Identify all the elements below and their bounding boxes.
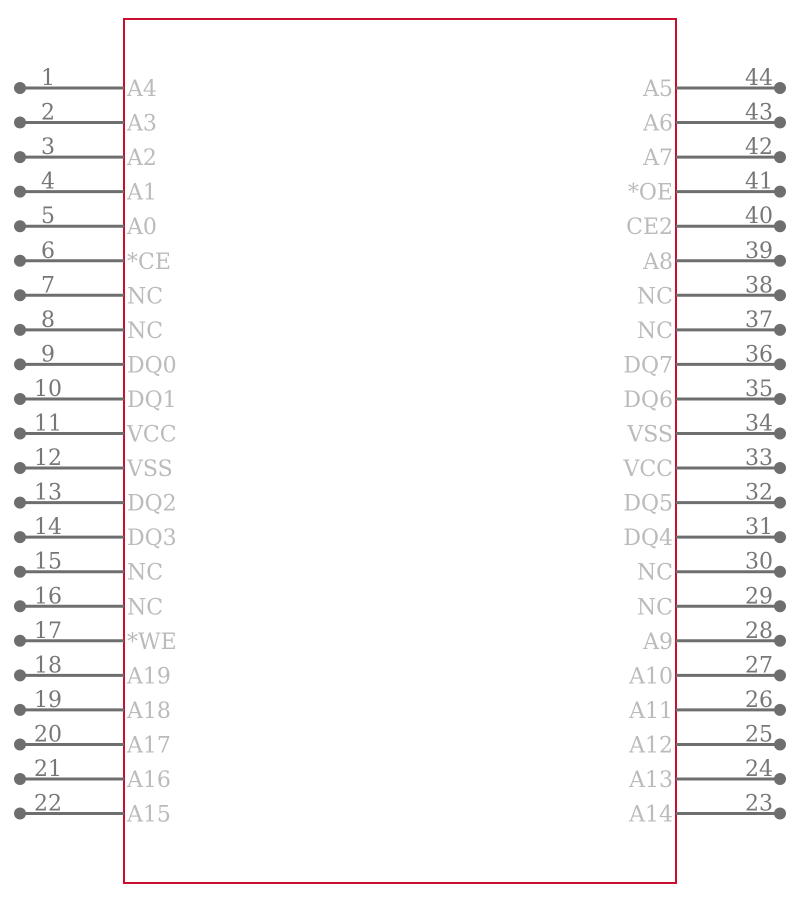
- pin-number-27: 27: [745, 653, 773, 679]
- pin-name-13: DQ2: [127, 491, 177, 517]
- pin-name-8: NC: [127, 318, 164, 344]
- pin-name-28: A9: [643, 629, 673, 655]
- pin-number-33: 33: [745, 446, 773, 472]
- pin-number-16: 16: [34, 584, 62, 610]
- pin-terminal-10: [14, 393, 26, 405]
- pin-number-20: 20: [34, 722, 62, 748]
- pin-terminal-39: [774, 255, 786, 267]
- pin-number-10: 10: [34, 376, 62, 402]
- pin-name-6: *CE: [127, 249, 171, 275]
- pin-name-11: VCC: [127, 422, 177, 448]
- pin-name-38: NC: [636, 284, 673, 310]
- pin-terminal-21: [14, 773, 26, 785]
- pin-terminal-13: [14, 497, 26, 509]
- pin-terminal-28: [774, 635, 786, 647]
- pin-number-25: 25: [745, 722, 773, 748]
- pin-number-29: 29: [745, 584, 773, 610]
- pin-name-44: A5: [643, 77, 673, 102]
- pin-number-34: 34: [745, 411, 773, 437]
- pin-terminal-43: [774, 117, 786, 129]
- pin-number-38: 38: [745, 273, 773, 299]
- pin-terminal-30: [774, 566, 786, 578]
- pin-name-29: NC: [636, 595, 673, 621]
- pin-name-9: DQ0: [127, 353, 177, 379]
- pin-terminal-20: [14, 738, 26, 750]
- pin-name-27: A10: [629, 664, 673, 690]
- pin-terminal-6: [14, 255, 26, 267]
- pin-name-21: A16: [127, 768, 171, 793]
- pin-number-35: 35: [745, 376, 773, 402]
- pin-terminal-26: [774, 704, 786, 716]
- pin-name-20: A17: [127, 733, 171, 759]
- pin-number-3: 3: [41, 135, 55, 161]
- pin-name-43: A6: [643, 111, 673, 137]
- pin-number-37: 37: [745, 307, 773, 333]
- pin-terminal-17: [14, 635, 26, 647]
- pin-terminal-27: [774, 669, 786, 681]
- pin-terminal-12: [14, 462, 26, 474]
- pin-terminal-9: [14, 358, 26, 370]
- left-pin-group: [14, 66, 177, 828]
- pin-terminal-23: [774, 808, 786, 820]
- pin-terminal-7: [14, 289, 26, 301]
- pin-name-17: *WE: [127, 629, 177, 655]
- pin-terminal-42: [774, 151, 786, 163]
- pin-name-26: A11: [629, 698, 673, 724]
- pin-number-5: 5: [41, 204, 55, 230]
- pin-name-2: A3: [127, 111, 157, 137]
- pin-number-11: 11: [34, 411, 62, 437]
- pin-name-12: VSS: [127, 457, 173, 483]
- pin-terminal-8: [14, 324, 26, 336]
- pin-number-23: 23: [745, 791, 773, 817]
- pin-number-1: 1: [41, 66, 55, 91]
- pin-name-30: NC: [636, 560, 673, 586]
- ic-body-outline: [124, 19, 676, 883]
- pin-name-41: *OE: [627, 180, 673, 206]
- pin-name-39: A8: [643, 249, 673, 275]
- pin-terminal-40: [774, 220, 786, 232]
- pin-terminal-31: [774, 531, 786, 543]
- pin-name-37: NC: [636, 318, 673, 344]
- pin-terminal-4: [14, 186, 26, 198]
- pin-number-26: 26: [745, 687, 773, 713]
- pin-terminal-22: [14, 808, 26, 820]
- pin-number-28: 28: [745, 618, 773, 644]
- pin-terminal-37: [774, 324, 786, 336]
- pin-number-43: 43: [745, 100, 773, 126]
- pin-number-7: 7: [41, 273, 55, 299]
- pin-number-31: 31: [745, 515, 773, 541]
- pin-number-39: 39: [745, 238, 773, 264]
- pin-name-23: A14: [629, 802, 673, 828]
- pin-name-40: CE2: [626, 215, 673, 241]
- pin-number-18: 18: [34, 653, 62, 679]
- pin-number-13: 13: [34, 480, 62, 506]
- pin-name-1: A4: [127, 77, 157, 102]
- pin-terminal-34: [774, 428, 786, 440]
- pin-terminal-3: [14, 151, 26, 163]
- pin-number-30: 30: [745, 549, 773, 575]
- pin-number-42: 42: [745, 135, 773, 161]
- pin-terminal-14: [14, 531, 26, 543]
- pin-number-2: 2: [41, 100, 55, 126]
- pin-terminal-1: [14, 82, 26, 94]
- pin-terminal-19: [14, 704, 26, 716]
- pin-number-36: 36: [745, 342, 773, 368]
- pin-number-32: 32: [745, 480, 773, 506]
- pin-name-19: A18: [127, 698, 171, 724]
- pin-name-35: DQ6: [623, 387, 673, 413]
- pin-number-4: 4: [41, 169, 55, 195]
- pin-terminal-36: [774, 358, 786, 370]
- pin-name-33: VCC: [623, 457, 673, 483]
- pin-name-4: A1: [127, 180, 157, 206]
- pin-name-25: A12: [629, 733, 673, 759]
- pin-terminal-11: [14, 428, 26, 440]
- pin-number-8: 8: [41, 307, 55, 333]
- pin-number-40: 40: [745, 204, 773, 230]
- pin-name-36: DQ7: [623, 353, 673, 379]
- pin-name-31: DQ4: [623, 526, 673, 552]
- pin-number-21: 21: [34, 757, 62, 782]
- pin-name-24: A13: [629, 768, 673, 793]
- pin-name-32: DQ5: [623, 491, 673, 517]
- pin-terminal-32: [774, 497, 786, 509]
- pin-number-6: 6: [41, 238, 55, 264]
- pin-name-14: DQ3: [127, 526, 177, 552]
- pin-name-18: A19: [127, 664, 171, 690]
- pin-terminal-25: [774, 738, 786, 750]
- pin-number-22: 22: [34, 791, 62, 817]
- pin-terminal-15: [14, 566, 26, 578]
- pin-name-10: DQ1: [127, 387, 177, 413]
- pin-number-19: 19: [34, 687, 62, 713]
- pin-terminal-24: [774, 773, 786, 785]
- pin-terminal-35: [774, 393, 786, 405]
- pin-number-14: 14: [34, 515, 62, 541]
- pin-name-15: NC: [127, 560, 164, 586]
- pin-terminal-16: [14, 600, 26, 612]
- pin-name-5: A0: [127, 215, 157, 241]
- pin-name-7: NC: [127, 284, 164, 310]
- pin-number-44: 44: [745, 66, 773, 91]
- pin-number-41: 41: [745, 169, 773, 195]
- pin-terminal-5: [14, 220, 26, 232]
- pin-terminal-41: [774, 186, 786, 198]
- pin-name-34: VSS: [627, 422, 673, 448]
- pin-number-9: 9: [41, 342, 55, 368]
- pin-number-17: 17: [34, 618, 62, 644]
- pin-terminal-18: [14, 669, 26, 681]
- pin-terminal-29: [774, 600, 786, 612]
- right-pin-group: [622, 66, 786, 828]
- pin-terminal-38: [774, 289, 786, 301]
- pin-name-42: A7: [643, 146, 673, 172]
- pin-number-12: 12: [34, 446, 62, 472]
- pin-name-16: NC: [127, 595, 164, 621]
- pin-name-3: A2: [127, 146, 157, 172]
- pin-terminal-44: [774, 82, 786, 94]
- pin-name-22: A15: [127, 802, 171, 828]
- pin-terminal-33: [774, 462, 786, 474]
- pin-terminal-2: [14, 117, 26, 129]
- pin-number-15: 15: [34, 549, 62, 575]
- pin-number-24: 24: [745, 757, 773, 782]
